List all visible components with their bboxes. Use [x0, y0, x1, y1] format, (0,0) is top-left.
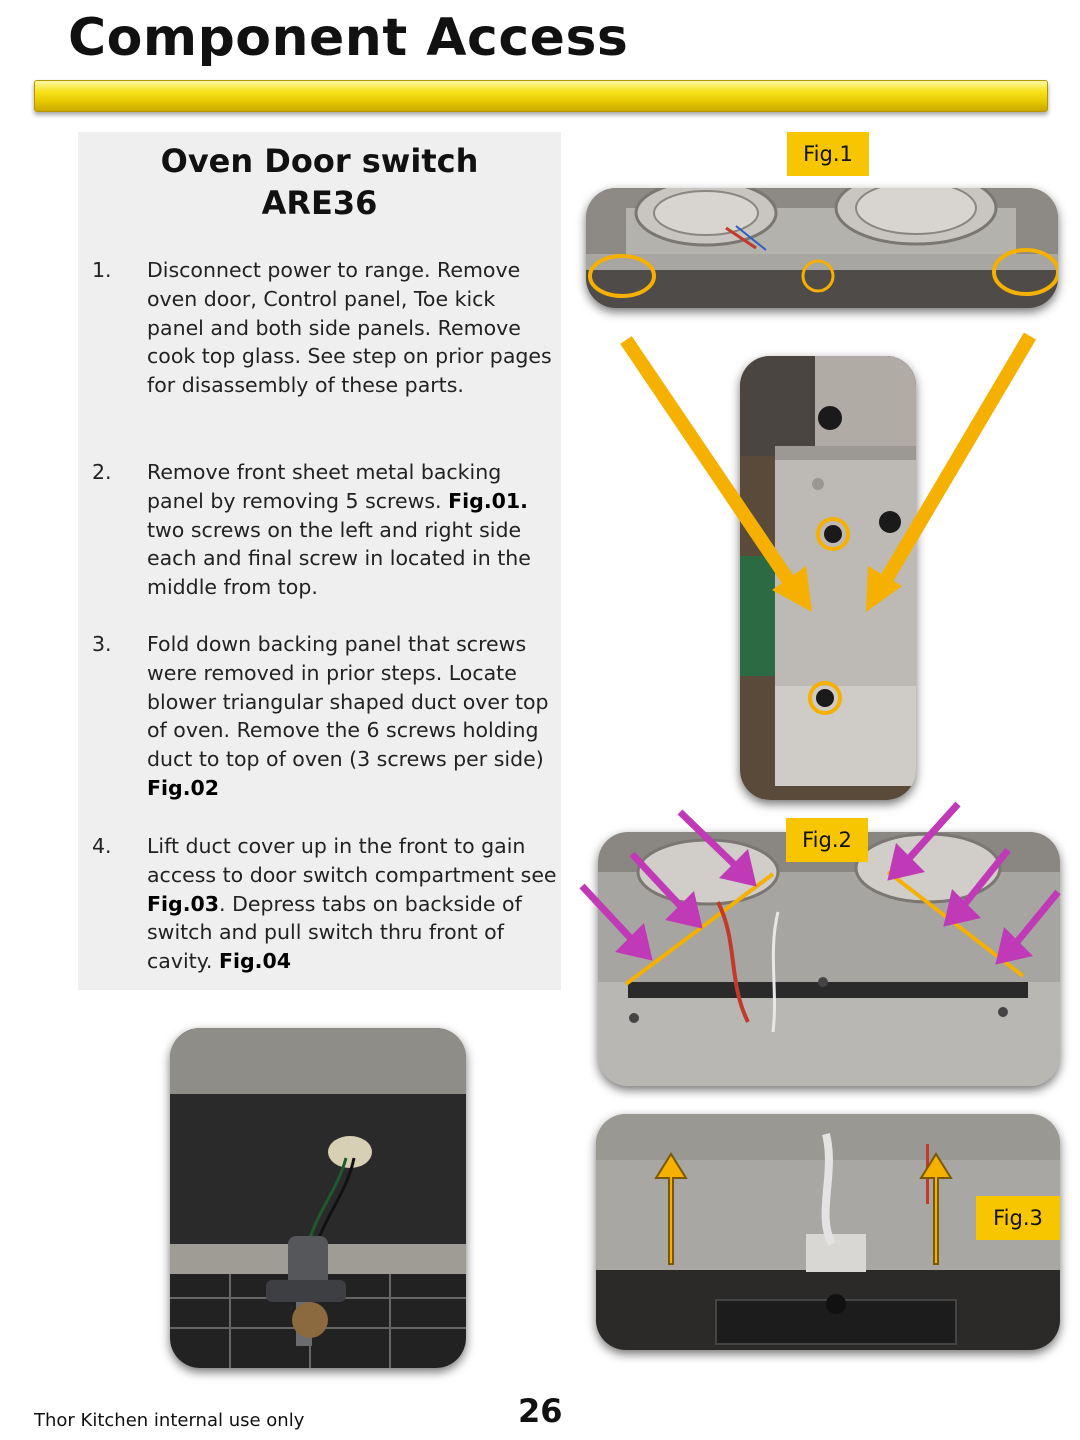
step-number: 2.: [92, 460, 112, 484]
page-title: Component Access: [68, 8, 629, 68]
model-number: ARE36: [261, 184, 378, 222]
step-text-part: Remove front sheet metal backing panel by removing 5 screws.: [147, 460, 502, 513]
orange-arrow-right: [880, 336, 1030, 590]
step-text-part: . Depress tabs on backside of switch and pull switch thru front of cavity.: [147, 891, 522, 974]
figure-reference: Fig.01.: [448, 488, 528, 513]
footer-note: Thor Kitchen internal use only: [34, 1410, 305, 1431]
fig1-label: Fig.1: [787, 132, 869, 176]
magenta-arrows: [582, 804, 1058, 960]
step-number: 3.: [92, 632, 112, 656]
fig3-label: Fig.3: [976, 1196, 1060, 1240]
figure-reference: Fig.03: [147, 891, 220, 916]
step-number: 1.: [92, 258, 112, 282]
step-text-part: Fold down backing panel that screws were removed in prior steps. Locate blower triangular shaped duct over top of oven. Remove the 6 screws holding duct to top of oven (3 screws per side): [147, 632, 549, 772]
section-heading: Oven Door switch: [160, 142, 479, 180]
step-text-part: two screws on the left and right side each and final screw in located in the middle from top.: [147, 517, 531, 600]
step-text: Disconnect power to range. Remove oven door, Control panel, Toe kick panel and both side panels. Remove cook top glass. See step on prior pages for disassembly of these parts.: [147, 258, 552, 398]
step-number: 4.: [92, 834, 112, 858]
fig2-label: Fig.2: [786, 818, 868, 862]
page-number: 26: [518, 1392, 563, 1430]
figure-reference: Fig.04: [218, 949, 291, 974]
orange-arrow-left: [626, 340, 795, 590]
step-text-part: Lift duct cover up in the front to gain access to door switch compartment see: [147, 834, 557, 887]
figure-reference: Fig.02: [147, 775, 220, 800]
